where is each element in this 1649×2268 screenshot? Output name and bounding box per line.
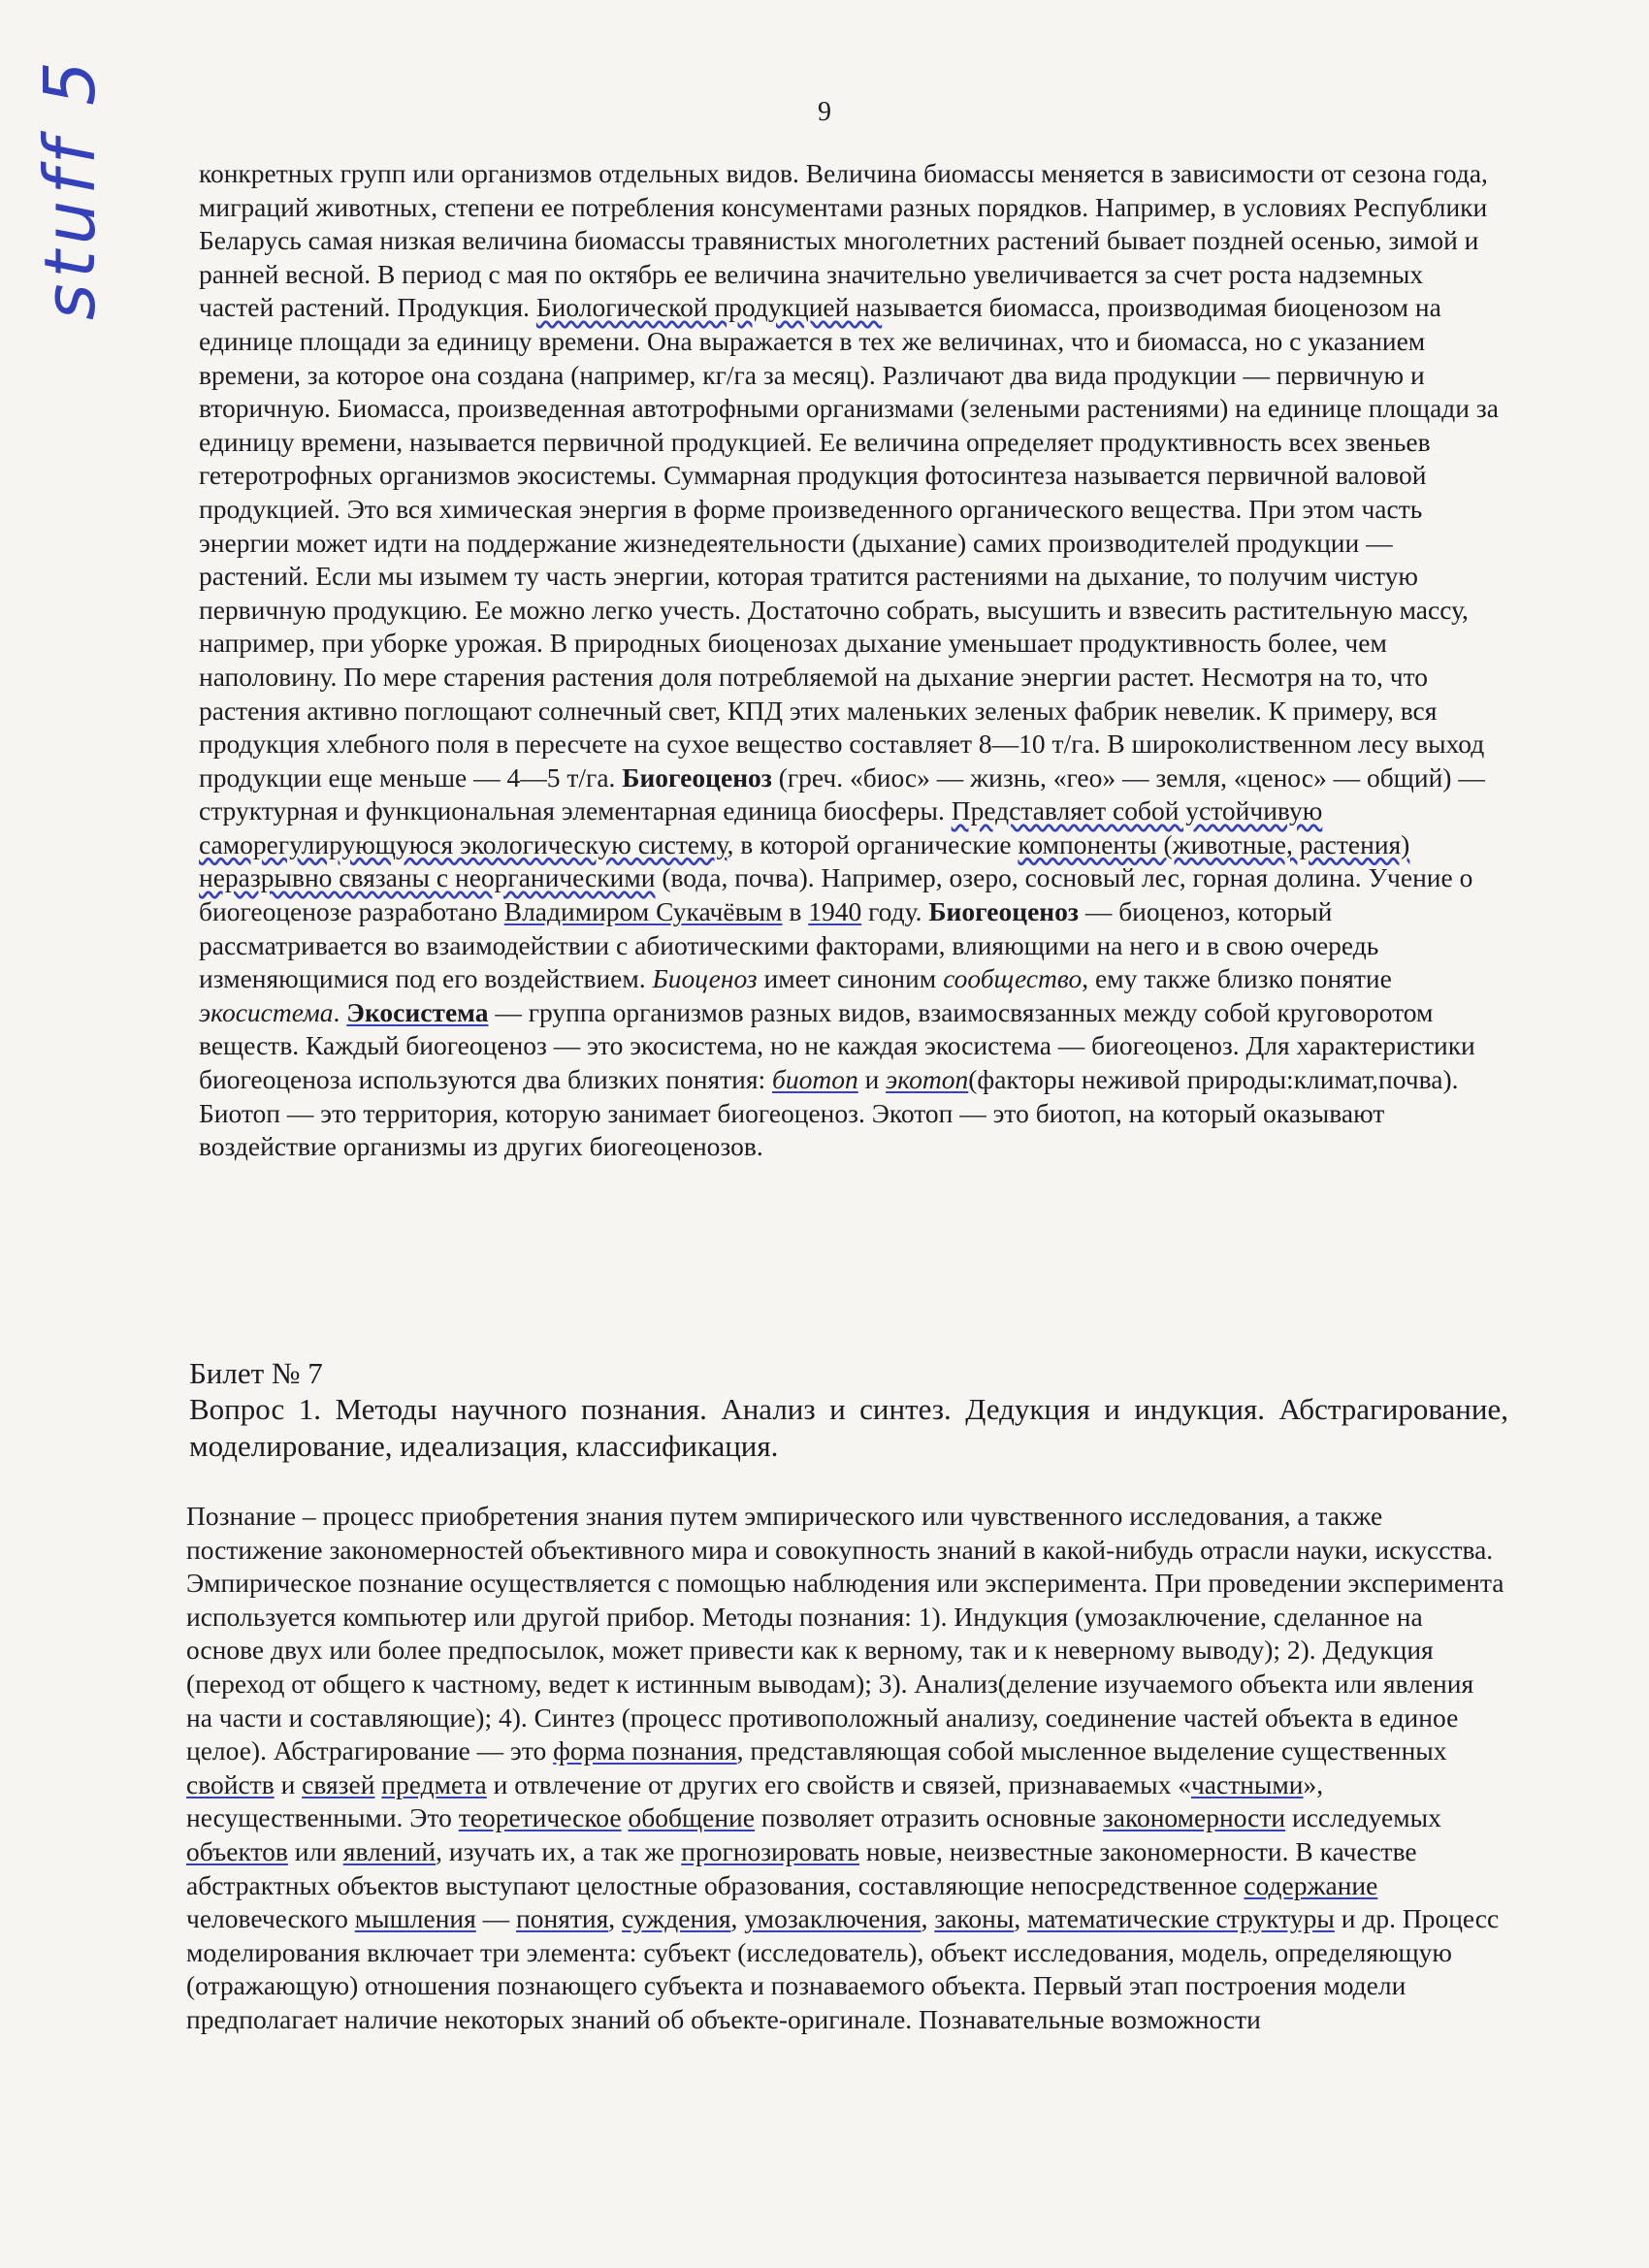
body-text-top — [199, 157, 1499, 1164]
page-number: 9 — [818, 97, 831, 127]
text-span: (греч. «биос» — жизнь, «гео» — земля, «ценос» — общий) — структурная и функциональная элементарная единица биосферы. — [199, 761, 1485, 826]
text-span: , представляющая собой мысленное выделение существенных — [736, 1735, 1447, 1766]
text-span: . — [333, 996, 347, 1027]
text-span: позволяет отразить основные — [754, 1802, 1103, 1833]
link-text: понятия — [516, 1903, 609, 1934]
bold-underlined-term: Экосистема — [346, 996, 489, 1027]
text-span: , — [921, 1903, 935, 1934]
link-text: связей — [302, 1768, 375, 1799]
link-text: объектов — [186, 1835, 288, 1866]
text-span: (вода, почва). Например, озеро, сосновый лес, горная долина. Учение о биогеоценозе разработано — [199, 862, 1473, 927]
text-span: человеческого — [186, 1903, 355, 1934]
link-text: прогнозировать — [681, 1835, 859, 1866]
link-text: содержание — [1244, 1869, 1378, 1900]
handwritten-margin-note: stuff 5 — [29, 55, 111, 320]
text-span: и — [274, 1768, 303, 1799]
text-span: конкретных групп или организмов отдельных видов. Величина биомассы меняется в зависимости от сезона года, миграций животных, степени ее потребления консументами разных порядков. Например, в условиях Республики Беларусь самая низкая величина биомассы травянистых многолетних растений бывает поздней осенью, зимой и ранней весной. В период с мая по октябрь ее величина значительно увеличивается за счет роста надземных частей растений. Продукция. — [199, 158, 1488, 323]
text-span: Познание – процесс приобретения знания путем эмпирического или чувственного исследования, а также постижение закономерностей объективного мира и совокупность знаний в какой-нибудь отрасли науки, искусства. Эмпирическое познание осуществляется с помощью наблюдения или эксперимента. При проведении эксперимента используется компьютер или другой прибор. Методы познания: 1). Индукция (умозаключение, сделанное на основе двух или более предпосылок, может привести как к верному, так и к неверному выводу); 2). Дедукция (переход от общего к частному, ведет к истинным выводам); 3). Анализ(деление изучаемого объекта или явления на части и составляющие); 4). Синтез (процесс противоположный анализу, соединение частей объекта в единое целое). Абстрагирование — это — [186, 1501, 1504, 1766]
underlined-definition: компоненты (животные, растения) неразрывно связаны с неорганическими — [199, 828, 1410, 893]
text-span: в — [782, 896, 809, 927]
underlined-definition: Представляет собой устойчивую саморегулирующуюся экологическую систему — [199, 795, 1323, 859]
italic-term: экосистема — [199, 996, 334, 1027]
text-span: , ему также близко понятие — [1082, 963, 1392, 994]
link-text: явлений — [342, 1835, 436, 1866]
paragraph-cognition — [186, 1500, 1505, 2037]
link-text: законы — [934, 1903, 1015, 1934]
text-span: , изучать их, а так же — [436, 1835, 682, 1866]
ticket-heading — [189, 1356, 1508, 1465]
italic-link: экотоп — [886, 1064, 969, 1095]
link-text: 1940 — [808, 896, 862, 927]
text-span: и отвлечение от других его свойств и связей, признаваемых « — [486, 1768, 1191, 1799]
text-span: имеет синоним — [757, 963, 944, 994]
text-span: новые, неизвестные закономерности. В качестве абстрактных объектов выступают целостные образования, составляющие непосредственное — [186, 1835, 1417, 1900]
text-span: — биоценоз, который рассматривается во взаимодействии с абиотическими факторами, влияющими на него и в свою очередь изменяющимися под его воздействием. — [199, 896, 1379, 994]
italic-term: Биоценоз — [652, 963, 758, 994]
text-span: , в которой органические — [727, 828, 1018, 859]
link-text: форма познания — [553, 1735, 737, 1766]
body-text-bottom — [186, 1500, 1505, 2037]
question-title: Вопрос 1. Методы научного познания. Анализ и синтез. Дедукция и индукция. Абстрагирование, моделирование, идеализация, классификация. — [189, 1392, 1508, 1463]
text-span: и — [857, 1064, 887, 1095]
bold-term: Биогеоценоз — [928, 896, 1079, 927]
link-text: частными — [1190, 1768, 1304, 1799]
text-span: исследуемых — [1285, 1802, 1441, 1833]
text-span: , — [608, 1903, 623, 1934]
link-text: обобщение — [628, 1802, 755, 1833]
link-text: умозаключения — [744, 1903, 922, 1934]
text-span: — — [475, 1903, 517, 1934]
text-span: », несущественными. Это — [186, 1768, 1324, 1833]
link-text: суждения — [622, 1903, 731, 1934]
text-span: (факторы неживой природы:климат,почва). Биотоп — это территория, которую занимает биогеоценоз. Экотоп — это биотоп, на который оказывают воздействие организмы из других биогеоценозов. — [199, 1064, 1459, 1162]
text-span: или — [287, 1835, 343, 1866]
ticket-title: Билет № 7 — [189, 1356, 323, 1390]
link-text: теоретическое — [458, 1802, 622, 1833]
underlined-term: Биологической продукцией на — [535, 292, 883, 323]
text-span: , — [1014, 1903, 1028, 1934]
link-text: мышления — [354, 1903, 476, 1934]
link-text: свойств — [186, 1768, 275, 1799]
text-span: , — [730, 1903, 745, 1934]
bold-term: Биогеоценоз — [622, 761, 772, 793]
text-span: зывается биомасса, производимая биоценозом на единице площади за единицу времени. Она выражается в тех же величинах, что и биомасса, но с указанием времени, за которое она создана (например, кг/га за месяц). Различают два вида продукции — первичную и вторичную. Биомасса, произведенная автотрофными организмами (зелеными растениями) на единице площади за единицу времени, называется первичной продукцией. Ее величина определяет продуктивность всех звеньев гетеротрофных организмов экосистемы. Суммарная продукция фотосинтеза называется первичной валовой продукцией. Это вся химическая энергия в форме произведенного органического вещества. При этом часть энергии может идти на поддержание жизнедеятельности (дыхание) самих производителей продукции — растений. Если мы изымем ту часть энергии, которая тратится растениями на дыхание, то получим чистую первичную продукцию. Ее можно легко учесть. Достаточно собрать, высушить и взвесить растительную массу, например, при уборке урожая. В природных биоценозах дыхание уменьшает продуктивность более, чем наполовину. По мере старения растения доля потребляемой на дыхание энергии растет. Несмотря на то, что растения активно поглощают солнечный свет, КПД этих маленьких зеленых фабрик невелик. К примеру, вся продукция хлебного поля в пересчете на сухое вещество составляет 8—10 т/га. В широколиственном лесу выход продукции еще меньше — 4—5 т/га. — [199, 292, 1499, 793]
link-text: математические структуры — [1027, 1903, 1335, 1934]
text-span: и др. Процесс моделирования включает три элемента: субъект (исследователь), объект исследования, модель, определяющую (отражающую) отношения познающего субъекта и познаваемого объекта. Первый этап построения модели предполагает наличие некоторых знаний об объекте-оригинале. Познавательные возможности — [186, 1903, 1500, 2034]
italic-link: биотоп — [772, 1064, 858, 1095]
link-text: закономерности — [1102, 1802, 1286, 1833]
text-span: — группа организмов разных видов, взаимосвязанных между собой круговоротом веществ. Каждый биогеоценоз — это экосистема, но не каждая экосистема — биогеоценоз. Для характеристики биогеоценоза используются два близких понятия: — [199, 996, 1475, 1095]
link-text: предмета — [381, 1768, 487, 1799]
italic-term: сообщество — [943, 963, 1083, 994]
text-span: году. — [861, 896, 929, 927]
link-text: Владимиром Сукачёвым — [503, 896, 783, 927]
paragraph-biomass — [199, 157, 1499, 1164]
